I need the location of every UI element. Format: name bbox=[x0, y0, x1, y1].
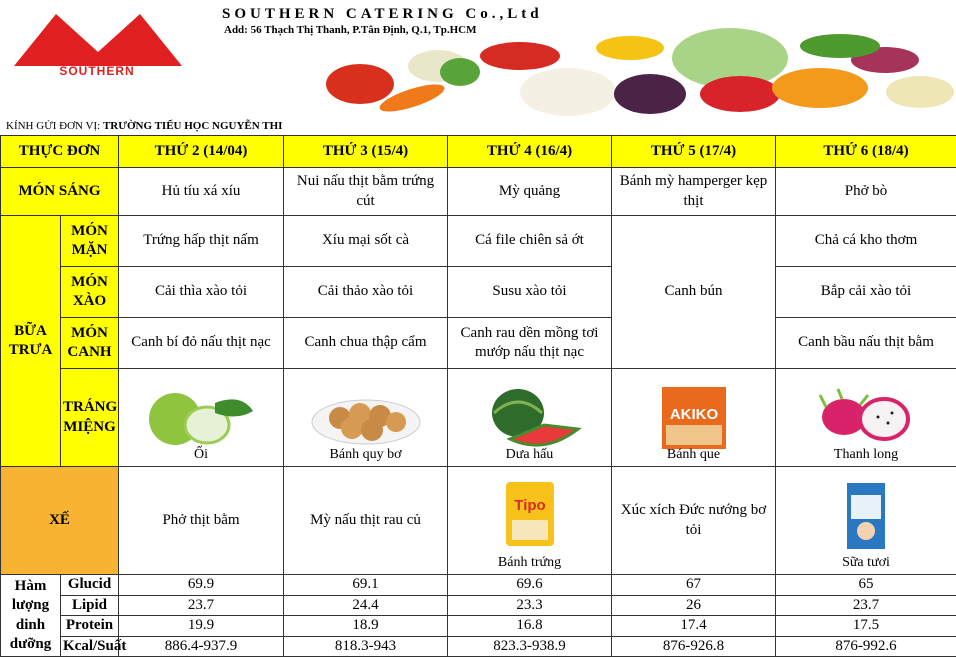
nutrient-value: 65 bbox=[776, 575, 956, 596]
nutrient-name: Protein bbox=[61, 616, 119, 637]
dessert-caption: Thanh long bbox=[776, 446, 956, 464]
snack-cell bbox=[448, 467, 612, 575]
nutrient-value: 23.7 bbox=[776, 595, 956, 616]
milk-carton-icon bbox=[843, 477, 889, 551]
nutrition-row bbox=[1, 636, 956, 657]
snack-cell bbox=[776, 467, 956, 575]
recipient-label: KÍNH GỬI ĐƠN VỊ: bbox=[6, 120, 100, 132]
dessert-cell bbox=[776, 369, 956, 467]
nutrient-value: 69.6 bbox=[448, 575, 612, 596]
nutrition-label: Hàm lượng dinh dưỡng bbox=[1, 575, 61, 657]
nutrient-value: 24.4 bbox=[284, 595, 448, 616]
dessert-row bbox=[1, 369, 956, 467]
nutrient-name: Glucid bbox=[61, 575, 119, 596]
menu-cell: Chả cá kho thơm bbox=[776, 216, 956, 267]
man-row bbox=[1, 216, 956, 267]
menu-cell: Canh bí đỏ nấu thịt nạc bbox=[119, 318, 284, 369]
company-address: Add: 56 Thạch Thị Thanh, P.Tân Định, Q.1, Tp.HCM bbox=[224, 24, 477, 36]
snack-row bbox=[1, 467, 956, 575]
menu-cell: Phở bò bbox=[776, 168, 956, 216]
snack-label: XẾ bbox=[1, 467, 119, 575]
day-header: THỨ 5 (17/4) bbox=[612, 136, 776, 168]
dessert-caption: Dưa hấu bbox=[448, 446, 611, 464]
snack-caption: Sữa tươi bbox=[776, 554, 956, 572]
day-header: THỨ 3 (15/4) bbox=[284, 136, 448, 168]
nutrient-value: 69.9 bbox=[119, 575, 284, 596]
menu-cell: Xíu mại sốt cà bbox=[284, 216, 448, 267]
day-header: THỨ 6 (18/4) bbox=[776, 136, 956, 168]
snack-caption: Bánh trứng bbox=[448, 554, 611, 572]
tipo-cake-pack-icon bbox=[502, 478, 558, 550]
xao-label: MÓN XÀO bbox=[61, 267, 119, 318]
dessert-caption: Bánh que bbox=[612, 446, 775, 464]
nutrient-value: 18.9 bbox=[284, 616, 448, 637]
dessert-cell bbox=[448, 369, 612, 467]
nutrient-value: 876-926.8 bbox=[612, 636, 776, 657]
menu-cell: Mỳ quảng bbox=[448, 168, 612, 216]
corner-cell: THỰC ĐƠN bbox=[1, 136, 119, 168]
nutrient-value: 67 bbox=[612, 575, 776, 596]
menu-cell: Canh chua thập cẩm bbox=[284, 318, 448, 369]
canh-row bbox=[1, 318, 956, 369]
dessert-caption: Ổi bbox=[119, 446, 283, 464]
menu-cell: Phở thịt bằm bbox=[119, 467, 284, 575]
guava-icon bbox=[145, 385, 257, 451]
menu-cell: Cá file chiên sả ớt bbox=[448, 216, 612, 267]
breakfast-row bbox=[1, 168, 956, 216]
nutrient-value: 23.7 bbox=[119, 595, 284, 616]
nutrition-row bbox=[1, 616, 956, 637]
nutrient-value: 26 bbox=[612, 595, 776, 616]
header bbox=[0, 0, 956, 118]
recipient-name: TRƯỜNG TIỂU HỌC NGUYỄN THI bbox=[103, 120, 283, 132]
menu-cell: Xúc xích Đức nướng bơ tỏi bbox=[612, 467, 776, 575]
nutrient-value: 69.1 bbox=[284, 575, 448, 596]
lunch-label: BỮA TRƯA bbox=[1, 216, 61, 467]
dessert-caption: Bánh quy bơ bbox=[284, 446, 447, 464]
menu-cell-thu5-lunch: Canh bún bbox=[612, 216, 776, 369]
menu-cell: Nui nấu thịt bằm trứng cút bbox=[284, 168, 448, 216]
menu-cell: Cải thảo xào tỏi bbox=[284, 267, 448, 318]
dessert-cell bbox=[284, 369, 448, 467]
menu-cell: Mỳ nấu thịt rau củ bbox=[284, 467, 448, 575]
man-label: MÓN MẶN bbox=[61, 216, 119, 267]
menu-cell: Canh bầu nấu thịt bằm bbox=[776, 318, 956, 369]
menu-cell: Susu xào tỏi bbox=[448, 267, 612, 318]
nutrient-name: Kcal/Suất bbox=[61, 636, 119, 657]
dragon-fruit-icon bbox=[816, 387, 916, 449]
dessert-label: TRÁNG MIỆNG bbox=[61, 369, 119, 467]
nutrient-value: 17.5 bbox=[776, 616, 956, 637]
nutrient-value: 23.3 bbox=[448, 595, 612, 616]
menu-cell: Bắp cải xào tỏi bbox=[776, 267, 956, 318]
watermelon-icon bbox=[474, 385, 586, 451]
nutrient-value: 818.3-943 bbox=[284, 636, 448, 657]
canh-label: MÓN CANH bbox=[61, 318, 119, 369]
wafer-stick-pack-icon bbox=[658, 385, 730, 451]
logo-text: SOUTHERN bbox=[14, 64, 180, 78]
day-header: THỨ 4 (16/4) bbox=[448, 136, 612, 168]
company-name: SOUTHERN CATERING Co.,Ltd bbox=[222, 6, 543, 23]
menu-cell: Bánh mỳ hamperger kẹp thịt bbox=[612, 168, 776, 216]
nutrient-value: 823.3-938.9 bbox=[448, 636, 612, 657]
menu-cell: Canh rau dền mồng tơi mướp nấu thịt nạc bbox=[448, 318, 612, 369]
butter-cookie-icon bbox=[310, 388, 422, 448]
nutrient-value: 16.8 bbox=[448, 616, 612, 637]
header-row bbox=[1, 136, 956, 168]
nutrient-value: 17.4 bbox=[612, 616, 776, 637]
vegetables-banner-icon bbox=[320, 26, 956, 116]
nutrition-row bbox=[1, 595, 956, 616]
wafer-brand-text: AKIKO bbox=[669, 406, 718, 423]
breakfast-label: MÓN SÁNG bbox=[1, 168, 119, 216]
menu-cell: Trứng hấp thịt nấm bbox=[119, 216, 284, 267]
dessert-cell bbox=[612, 369, 776, 467]
nutrient-name: Lipid bbox=[61, 595, 119, 616]
menu-cell: Hủ tíu xá xíu bbox=[119, 168, 284, 216]
menu-cell: Cải thìa xào tỏi bbox=[119, 267, 284, 318]
recipient-line bbox=[6, 120, 282, 132]
tipo-brand-text: Tipo bbox=[514, 497, 545, 514]
nutrition-row bbox=[1, 575, 956, 596]
day-header: THỨ 2 (14/04) bbox=[119, 136, 284, 168]
nutrient-value: 19.9 bbox=[119, 616, 284, 637]
nutrient-value: 886.4-937.9 bbox=[119, 636, 284, 657]
dessert-cell bbox=[119, 369, 284, 467]
xao-row bbox=[1, 267, 956, 318]
nutrient-value: 876-992.6 bbox=[776, 636, 956, 657]
menu-table bbox=[0, 135, 956, 657]
